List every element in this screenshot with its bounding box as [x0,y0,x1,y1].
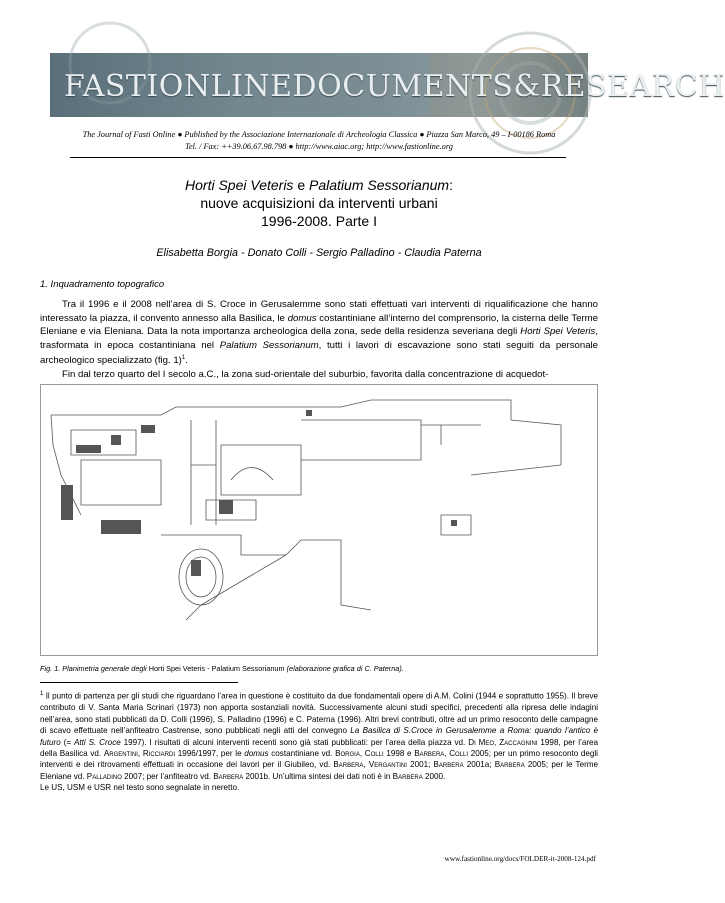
footnote-rule [40,682,238,683]
fn-t9: costantiniane vd. [268,748,336,758]
footnote-1-text [40,689,598,782]
journal-info-line2: Tel. / Fax: ++39.06.67.98.798 ● http://www.aiac.org; http://www.fastionline.org [185,141,453,151]
footnote-number: 1 [40,691,44,697]
footnote-ref-1[interactable]: 1 [181,355,186,362]
title-line2: nuove acquisizioni da interventi urbani [200,195,438,211]
fn-sc4: Barbera, Colli [414,748,469,758]
p1-text-c: costantiniane all’interno del comprensorio, la cisterna delle Terme Eleniane e via Eleniana. Data la nota importanza archeologica della zona, sede della residenza severiana degli [40,312,598,338]
caption-text-a: Fig. 1. Planimetria generale degli [40,664,149,673]
figure-1-plan [40,384,598,656]
p1-text-b: domus [287,312,317,324]
p1-text-g: , tutti i lavori di escavazione sono stati seguiti da personale archeologico specializzato (fig. 1) [40,339,599,367]
fn-t3: (= [60,737,74,747]
title-part3: Palatium Sessorianum [309,177,450,193]
footnote-note: Le US, USM e USR nel testo sono segnalate in neretto. [40,783,240,793]
p1-text-a: Tra il 1996 e il 2008 nell’area di S. Croce in Gerusalemme sono stati effettuati vari interventi di riqualificazione che hanno interessato la piazza, il convento annesso alla Basilica, le [40,299,598,324]
fn-sc3: Borgia, Colli [335,748,384,758]
site-plan-drawing [41,385,597,655]
title-part4: : [449,177,453,193]
fn-t11: 2005; per un primo resoconto degli interventi e dei ritrovamenti effettuati in occasione dei lavori per il Giubileo, vd. [40,748,598,770]
fn-t15: 2007; per l’anfiteatro vd. [121,771,214,781]
footer-url[interactable]: www.fastionline.org/docs/FOLDER-it-2008-124.pdf [444,855,596,863]
banner-title: FASTIONLINEDOCUMENTS&RESEARCH [64,69,725,104]
body-text [40,298,598,382]
fn-t14: 2005; per le Terme Eleniane vd. [40,760,599,781]
section-heading: 1. Inquadramento topografico [40,279,165,290]
fn-t12: 2001; [406,760,434,770]
p1-text-e: , trasformata in epoca costantiniana nel [40,326,598,351]
journal-banner [50,53,725,117]
fn-sc1: Di Meo, Zaccagnini [468,737,538,747]
header-rule [70,157,566,158]
fn-sc6: Barbera [433,760,464,770]
fn-t4: Atti S. Croce [73,737,121,747]
footnote-1 [40,689,598,794]
fn-t6: 1998, per l’area della Basilica vd. [40,737,599,758]
fn-t16: 2001b. Un’ultima sintesi dei dati noti è in [243,771,393,781]
title-part2: e [293,177,310,193]
fn-t8: domus [244,748,269,758]
fn-t7: 1996/1997, per le [175,748,245,758]
paragraph-2: Fin dal terzo quarto del I secolo a.C., la zona sud-orientale del suburbio, favorita dalla concentrazione di acquedot- [62,369,549,381]
fn-sc2: Argentini, Ricciardi [103,748,176,758]
authors: Elisabetta Borgia - Donato Colli - Sergio Palladino - Claudia Paterna [156,247,482,259]
fn-t2: La Basilica di S.Croce in Gerusalemme a Roma: quando l’antico è futuro [40,726,598,747]
fn-sc10: Barbera [392,771,423,781]
p1-text-d: Horti Spei Veteris [520,326,596,338]
caption-text-c: (elaborazione grafica di C. Paterna). [284,664,404,673]
fn-sc9: Barbera [213,771,244,781]
fn-sc8: Palladino [86,771,122,781]
title-line3: 1996-2008. Parte I [261,213,377,229]
paragraph-1 [40,298,598,368]
figure-caption [40,664,404,673]
fn-t17: 2000. [422,771,446,781]
journal-info-line1: The Journal of Fasti Online ● Published by the Associazione Internazionale di Archeologia Classica ● Piazza San Marco, 49 – I-00186 Roma [82,130,556,139]
fn-t10: 1998 e [383,748,415,758]
fn-t13: 2001a; [463,760,495,770]
article-title [40,176,598,230]
fn-sc5: Barbera, Vergantini [333,760,407,770]
fn-sc7: Barbera [494,760,525,770]
p1-text-f: Palatium Sessorianum [219,339,319,351]
fn-t1: Il punto di partenza per gli studi che riguardano l’area in questione è costituito da due fondamentali opere di A.M. Colini (1944 e soprattutto 1955). Il breve contributo di V. Santa Maria Scrinari (1973) non apporta sostanziali novità. Successivamente alcuni studi specifici, precedenti alla ripresa delle indagini nell’area, sono stati pubblicati da D. Colli (1996), S. Palladino (1996) e C. Paterna (1996). Altri brevi contributi, oltre ad un primo resoconto delle campagne di scavo effettuate nell’anfiteatro Castrense, sono pubblicati negli atti del convegno [40,691,598,736]
title-part1: Horti Spei Veteris [185,177,294,193]
caption-text-b: Horti Spei Veteris - Palatium Sessorianum [148,664,285,673]
journal-info [40,129,598,152]
p1-text-h: . [185,355,188,367]
fn-t5: 1997). I risultati di alcuni interventi recenti sono già stati pubblicati: per l’area della piazza vd. [120,737,469,747]
